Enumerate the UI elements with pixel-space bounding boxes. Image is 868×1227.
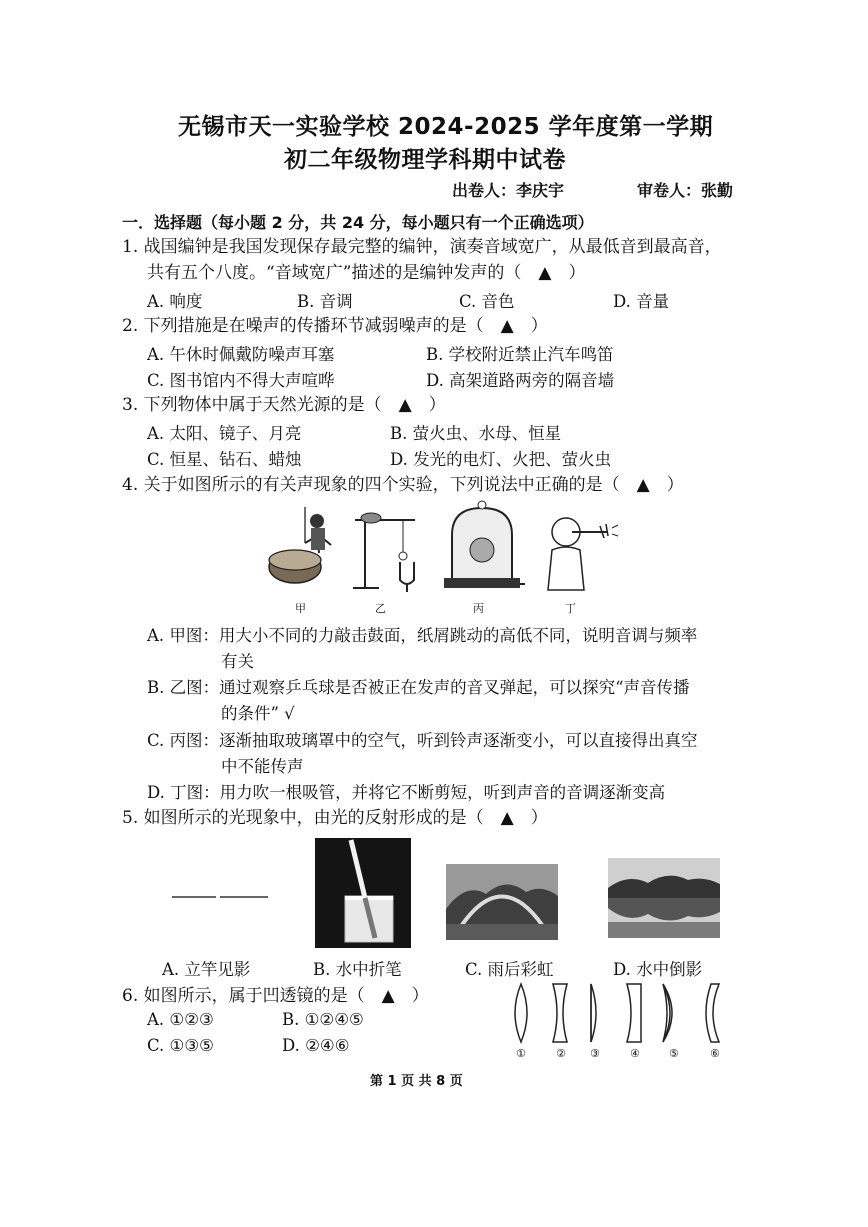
image-pencil-in-water	[315, 838, 411, 948]
figure-bing-bell-jar-experiment	[440, 500, 525, 595]
q2-option-d: D. 高架道路两旁的隔音墙	[426, 371, 615, 390]
figure-yi-tuning-fork-experiment	[345, 510, 425, 595]
author-label: 出卷人：李庆宇	[452, 181, 565, 200]
lens-6-meniscus-concave	[706, 984, 719, 1042]
q3-option-b: B. 萤火虫、水母、恒星	[390, 424, 562, 443]
q1-option-d: D. 音量	[613, 292, 670, 311]
q2-option-c: C. 图书馆内不得大声喧哗	[147, 371, 335, 390]
image-pole-shadow	[170, 890, 270, 904]
lens-label-6: ⑥	[710, 1047, 720, 1060]
figure-label-yi: 乙	[375, 602, 386, 615]
q4-option-b-line1: B. 乙图：通过观察乒乓球是否被正在发声的音叉弹起，可以探究“声音传播	[147, 678, 690, 697]
q3-option-c: C. 恒星、钻石、蜡烛	[147, 450, 302, 469]
q6-option-c: C. ①③⑤	[147, 1036, 214, 1055]
q2-stem: 2. 下列措施是在噪声的传播环节减弱噪声的是（ ▲ ）	[122, 316, 548, 336]
image-reflection-in-water	[608, 858, 720, 938]
q2-option-a: A. 午休时佩戴防噪声耳塞	[147, 345, 335, 364]
q4-option-c-line2: 中不能传声	[221, 757, 304, 776]
q1-option-a: A. 响度	[147, 292, 203, 311]
q6-option-d: D. ②④⑥	[282, 1036, 350, 1055]
section-heading: 一．选择题（每小题 2 分，共 24 分，每小题只有一个正确选项）	[122, 213, 594, 232]
q3-option-d: D. 发光的电灯、火把、萤火虫	[390, 450, 612, 469]
page-number: 第 1 页 共 8 页	[370, 1074, 463, 1089]
reviewer-label: 审卷人：张勤	[637, 181, 734, 200]
lens-diagram	[505, 980, 735, 1046]
figure-label-ding: 丁	[565, 602, 576, 615]
lens-5-meniscus	[663, 984, 670, 1042]
q5-option-d: D. 水中倒影	[613, 960, 703, 979]
q4-stem: 4. 关于如图所示的有关声现象的四个实验，下列说法中正确的是（ ▲ ）	[122, 475, 684, 495]
lens-label-5: ⑤	[669, 1047, 679, 1060]
q1-stem-line2: 共有五个八度。“音域宽广”描述的是编钟发声的（ ▲ ）	[147, 263, 586, 283]
q6-option-a: A. ①②③	[147, 1010, 214, 1029]
lens-4-plano-concave	[627, 984, 641, 1042]
q2-option-b: B. 学校附近禁止汽车鸣笛	[426, 345, 614, 364]
lens-2-biconcave	[553, 984, 567, 1042]
q6-stem: 6. 如图所示，属于凹透镜的是（ ▲ ）	[122, 986, 429, 1006]
exam-title-line2: 初二年级物理学科期中试卷	[284, 147, 566, 173]
q4-option-a-line2: 有关	[221, 652, 254, 671]
exam-title-line1: 无锡市天一实验学校 2024-2025 学年度第一学期	[178, 114, 714, 140]
figure-label-bing: 丙	[473, 602, 484, 615]
lens-label-4: ④	[630, 1047, 640, 1060]
q5-option-a: A. 立竿见影	[162, 960, 251, 979]
q1-option-c: C. 音色	[459, 292, 515, 311]
q5-option-b: B. 水中折笔	[313, 960, 402, 979]
lens-label-3: ③	[590, 1047, 600, 1060]
q6-option-b: B. ①②④⑤	[282, 1010, 364, 1029]
q4-option-a-line1: A. 甲图：用大小不同的力敲击鼓面，纸屑跳动的高低不同，说明音调与频率	[147, 626, 698, 645]
image-rainbow	[446, 864, 558, 940]
figure-ding-straw-experiment	[538, 510, 623, 595]
lens-label-1: ①	[516, 1047, 526, 1060]
figure-jia-drum-experiment	[265, 505, 340, 595]
lens-1-biconvex	[515, 984, 527, 1042]
q3-option-a: A. 太阳、镜子、月亮	[147, 424, 302, 443]
q1-stem-line1: 1. 战国编钟是我国发现保存最完整的编钟，演奏音域宽广，从最低音到最高音，	[122, 237, 722, 257]
q4-option-d: D. 丁图：用力吹一根吸管，并将它不断剪短，听到声音的音调逐渐变高	[147, 783, 666, 802]
q4-option-b-line2: 的条件” √	[221, 704, 295, 723]
lens-label-2: ②	[556, 1047, 566, 1060]
q5-option-c: C. 雨后彩虹	[465, 960, 554, 979]
q5-stem: 5. 如图所示的光现象中，由光的反射形成的是（ ▲ ）	[122, 808, 548, 828]
q3-stem: 3. 下列物体中属于天然光源的是（ ▲ ）	[122, 395, 446, 415]
q1-option-b: B. 音调	[297, 292, 353, 311]
q4-option-c-line1: C. 丙图：逐渐抽取玻璃罩中的空气，听到铃声逐渐变小，可以直接得出真空	[147, 731, 698, 750]
figure-label-jia: 甲	[295, 602, 306, 615]
